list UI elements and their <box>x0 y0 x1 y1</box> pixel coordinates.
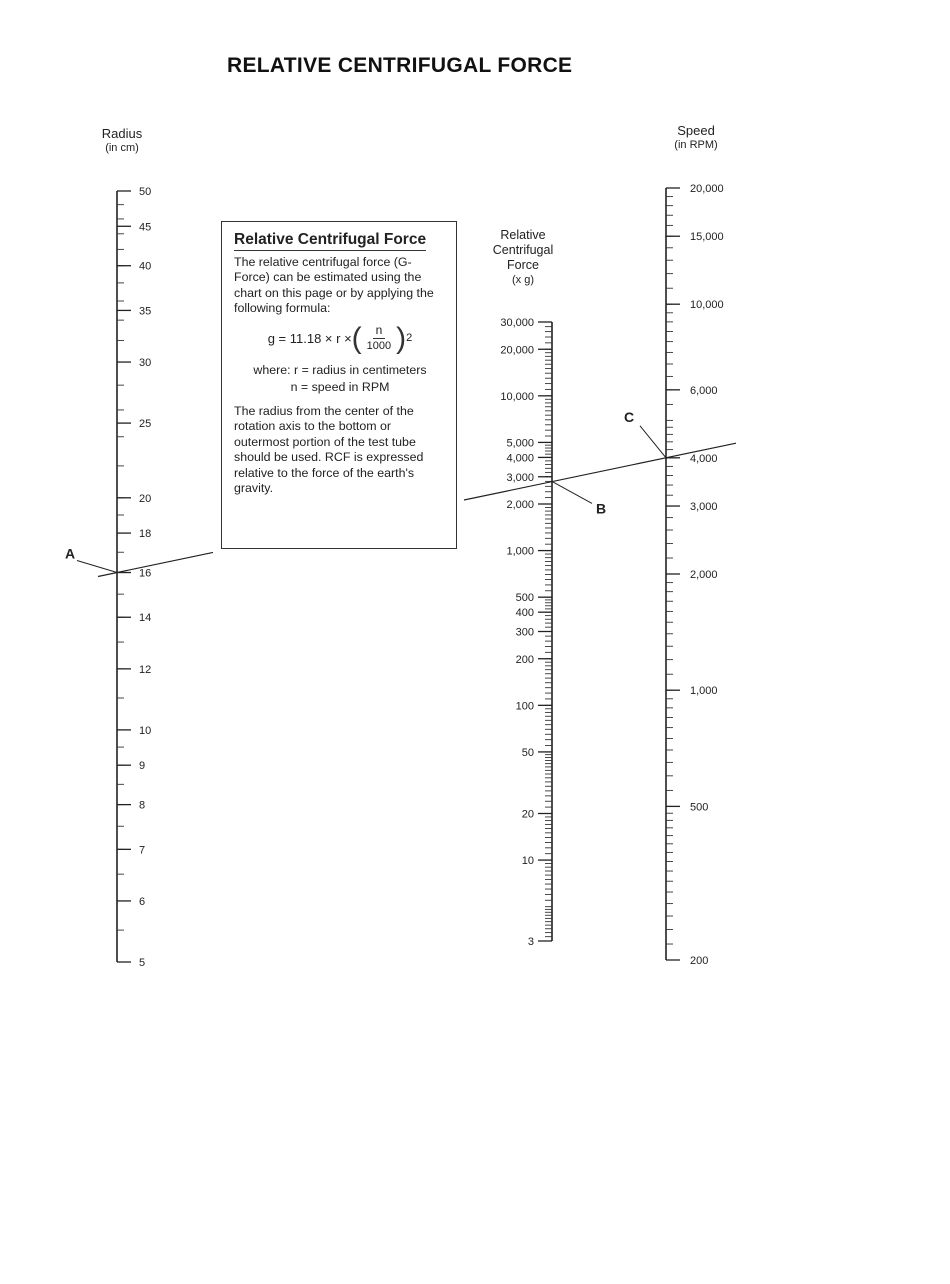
speed-tick-label: 500 <box>690 801 709 814</box>
radius-tick-label: 16 <box>139 567 152 580</box>
rcf-tick-label: 400 <box>515 607 534 620</box>
radius-tick-label: 8 <box>139 799 146 812</box>
radius-axis-unit: (in cm) <box>105 142 139 154</box>
radius-tick-label: 50 <box>139 186 152 198</box>
rcf-tick-label: 1,000 <box>506 545 534 558</box>
speed-tick-label: 6,000 <box>690 384 718 397</box>
radius-tick-label: 25 <box>139 418 152 431</box>
rcf-tick-label: 3 <box>527 936 534 948</box>
rcf-tick-label: 300 <box>515 626 534 639</box>
speed-tick-label: 2,000 <box>690 569 718 581</box>
speed-axis-unit: (in RPM) <box>674 139 718 151</box>
left-paren: ( <box>351 321 362 355</box>
example-line-group <box>65 409 736 577</box>
radius-tick-label: 10 <box>139 724 152 737</box>
rcf-axis-label-line3: Force <box>507 258 539 272</box>
where-speed: n = speed in RPM <box>290 380 390 394</box>
rcf-tick-label: 10 <box>521 855 534 868</box>
speed-tick-label: 200 <box>690 955 709 967</box>
rcf-tick-label: 20 <box>521 808 534 821</box>
where-radius: where: r = radius in centimeters <box>253 362 427 377</box>
rcf-tick-label: 10,000 <box>500 390 534 403</box>
speed-tick-label: 1,000 <box>690 685 718 698</box>
speed-tick-label: 4,000 <box>690 452 718 465</box>
rcf-tick-label: 2,000 <box>506 499 534 512</box>
speed-axis-label: Speed <box>677 123 715 138</box>
radius-tick-label: 6 <box>139 895 146 908</box>
example-line-segment <box>98 552 213 576</box>
point-b-label: B <box>596 500 607 517</box>
rcf-axis-label-line1: Relative <box>500 228 546 242</box>
point-c-leader <box>640 426 666 458</box>
radius-tick-label: 18 <box>139 528 152 541</box>
info-box-title: Relative Centrifugal Force <box>234 232 426 251</box>
rcf-tick-label: 5,000 <box>506 437 534 450</box>
info-box-note: The radius from the center of the rotation axis to the bottom or outermost portion of the test tube should be used. RCF is expressed relative to the force of the earth's gravity. <box>234 403 424 495</box>
speed-tick-label: 10,000 <box>690 299 724 312</box>
rcf-tick-label: 20,000 <box>500 344 534 357</box>
rcf-tick-label: 30,000 <box>500 317 534 329</box>
rcf-tick-label: 200 <box>515 653 534 666</box>
radius-tick-label: 12 <box>139 663 152 676</box>
speed-tick-label: 15,000 <box>690 231 724 244</box>
speed-scale <box>666 183 724 967</box>
radius-tick-label: 14 <box>139 612 152 625</box>
radius-tick-label: 9 <box>139 760 146 773</box>
formula-denominator: 1000 <box>366 340 392 352</box>
rcf-tick-label: 4,000 <box>506 452 534 465</box>
rcf-tick-label: 3,000 <box>506 471 534 484</box>
radius-tick-label: 40 <box>139 260 152 273</box>
point-b-leader <box>552 481 592 503</box>
radius-tick-label: 20 <box>139 492 152 505</box>
radius-tick-label: 7 <box>139 844 146 857</box>
point-c-label: C <box>624 408 635 425</box>
rcf-tick-label: 50 <box>521 746 534 759</box>
rcf-tick-label: 100 <box>515 700 534 713</box>
radius-scale <box>117 186 151 969</box>
formula-lhs: g = 11.18 × r × <box>267 330 352 346</box>
speed-tick-label: 3,000 <box>690 501 718 514</box>
rcf-tick-label: 500 <box>515 592 534 605</box>
point-a-label: A <box>65 545 76 562</box>
radius-tick-label: 45 <box>139 221 152 234</box>
radius-axis-label: Radius <box>101 126 143 141</box>
formula-numerator: n <box>373 323 386 340</box>
example-line-segment <box>464 443 736 500</box>
radius-tick-label: 30 <box>139 357 152 370</box>
radius-tick-label: 35 <box>139 305 152 318</box>
rcf-axis-label-line2: Centrifugal <box>492 243 554 257</box>
radius-tick-label: 5 <box>139 957 146 969</box>
right-paren: ) <box>396 321 407 355</box>
page-title: RELATIVE CENTRIFUGAL FORCE <box>227 54 573 77</box>
rcf-scale <box>500 317 552 948</box>
info-box-intro: The relative centrifugal force (G-Force) can be estimated using the chart on this page or by applying the following formula: <box>234 254 434 315</box>
speed-tick-label: 20,000 <box>690 183 724 195</box>
rcf-axis-unit: (x g) <box>512 274 534 286</box>
formula-exponent: 2 <box>406 331 413 344</box>
point-a-leader <box>77 561 117 573</box>
